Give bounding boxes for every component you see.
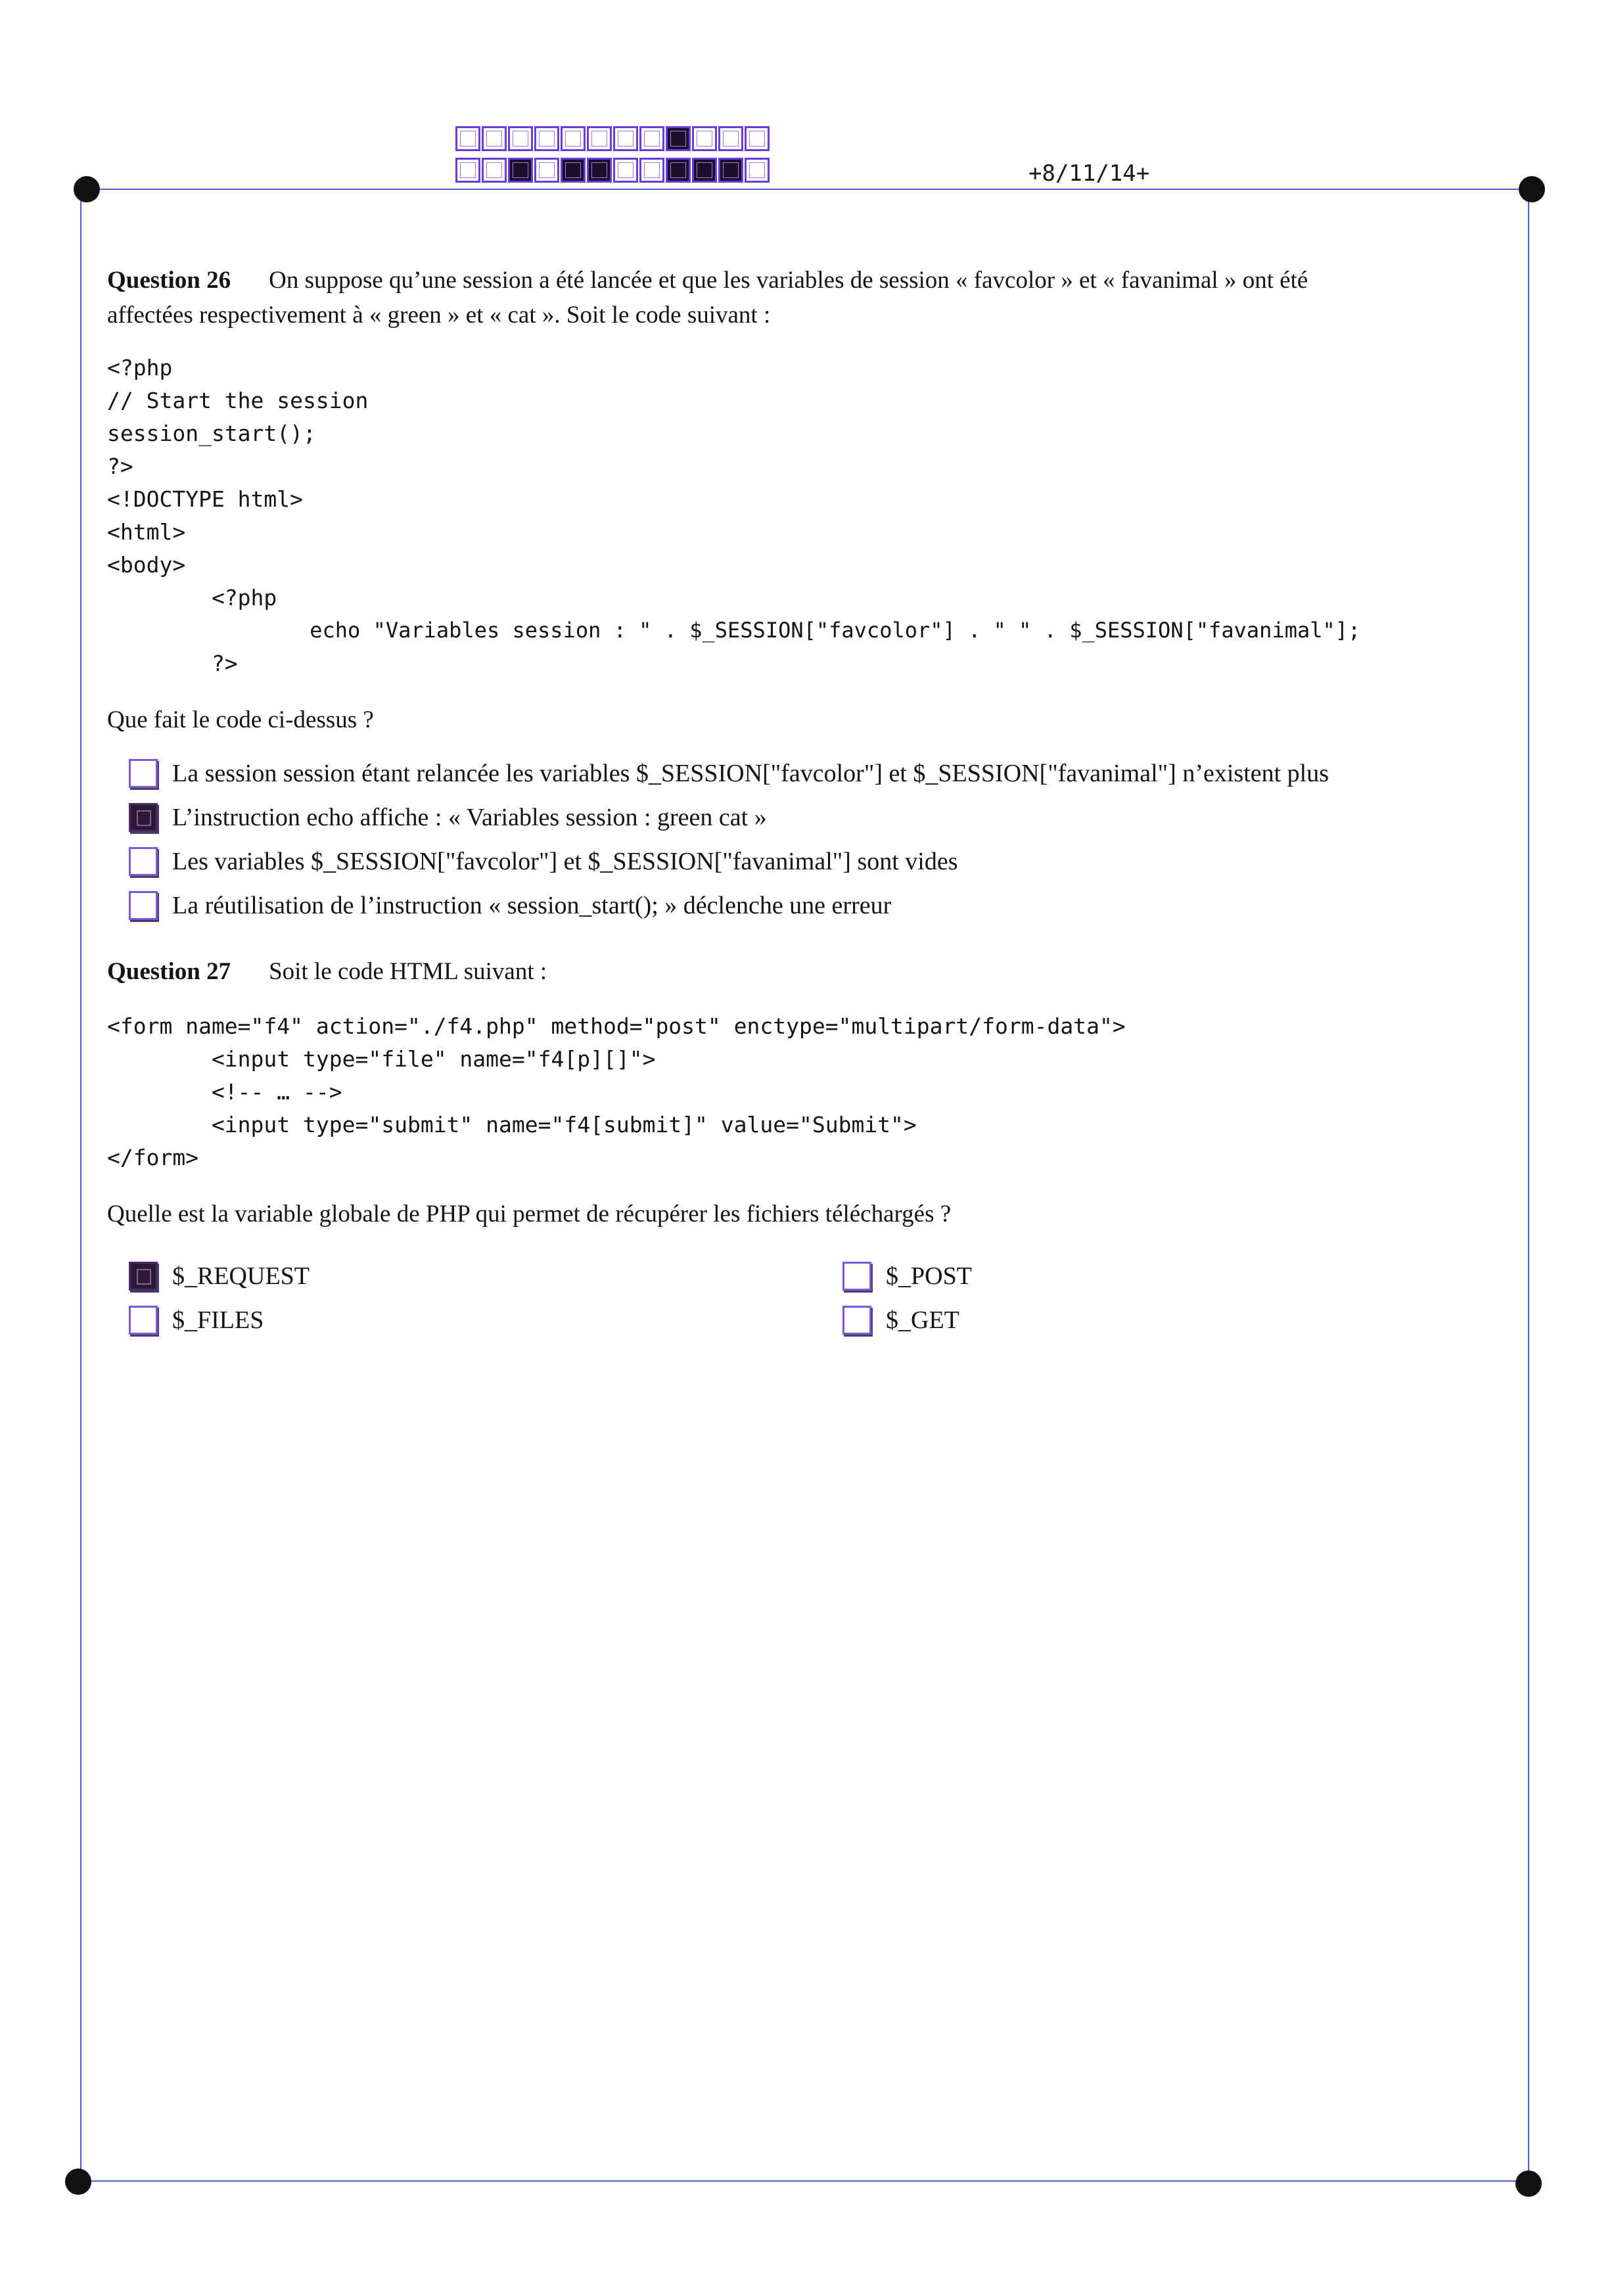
- corner-marker-bottom-left: [65, 2169, 91, 2195]
- id-cell[interactable]: [718, 126, 743, 151]
- corner-marker-bottom-right: [1515, 2170, 1542, 2197]
- id-cell[interactable]: [613, 126, 638, 151]
- id-cell[interactable]: [455, 158, 480, 183]
- question-26-statement: [107, 263, 1513, 333]
- id-cell[interactable]: [639, 126, 664, 151]
- question-26-answer-d[interactable]: [129, 891, 891, 920]
- corner-marker-top-right: [1519, 176, 1545, 202]
- question-26-text-1: On suppose qu’une session a été lancée et que les variables de session « favcolor » et « favanimal » ont été: [269, 267, 1308, 294]
- answer-checkbox[interactable]: [129, 759, 158, 788]
- code-line: <input type="file" name="f4[p][]">: [107, 1046, 656, 1072]
- answer-label: $_GET: [886, 1306, 959, 1334]
- answer-label: $_FILES: [172, 1306, 264, 1334]
- code-line: echo "Variables session : " . $_SESSION["favcolor"] . " " . $_SESSION["favanimal"];: [107, 618, 1361, 643]
- code-line: <!DOCTYPE html>: [107, 486, 304, 512]
- code-line: <?php: [107, 585, 277, 610]
- id-cell-filled[interactable]: [508, 158, 533, 183]
- question-26-line-1: [107, 263, 1513, 298]
- id-cell[interactable]: [561, 126, 586, 151]
- question-26-prompt: Que fait le code ci-dessus ?: [107, 706, 374, 733]
- frame-bottom-border: [79, 2180, 1533, 2182]
- answer-checkbox[interactable]: [129, 1306, 158, 1335]
- frame-top-border: [89, 189, 1533, 190]
- code-line: <body>: [107, 552, 186, 578]
- id-cell[interactable]: [587, 126, 612, 151]
- answer-label: La réutilisation de l’instruction « session_start(); » déclenche une erreur: [172, 892, 892, 919]
- code-line: <input type="submit" name="f4[submit]" value="Submit">: [107, 1112, 917, 1137]
- question-26-label: Question 26: [107, 267, 231, 294]
- answer-label: Les variables $_SESSION["favcolor"] et $_SESSION["favanimal"] sont vides: [172, 848, 958, 875]
- answer-label: L’instruction echo affiche : « Variables session : green cat »: [172, 804, 767, 831]
- id-cell[interactable]: [482, 158, 507, 183]
- frame-left-border: [80, 189, 81, 2180]
- question-27-text: Soit le code HTML suivant :: [269, 958, 547, 985]
- code-line: ?>: [107, 453, 133, 479]
- code-line: // Start the session: [107, 388, 369, 413]
- answer-label: $_REQUEST: [172, 1262, 310, 1290]
- answer-checkbox[interactable]: [842, 1306, 871, 1335]
- question-27-answer-a[interactable]: [129, 1262, 310, 1291]
- student-id-grid-row-1: [455, 126, 771, 151]
- question-26-answer-b[interactable]: [129, 803, 767, 832]
- question-27-label: Question 27: [107, 958, 231, 985]
- question-26-answer-c[interactable]: [129, 847, 958, 876]
- page-identifier: +8/11/14+: [1028, 160, 1150, 187]
- code-line: </form>: [107, 1145, 199, 1170]
- id-cell[interactable]: [692, 126, 717, 151]
- id-cell-filled[interactable]: [666, 126, 691, 151]
- id-cell[interactable]: [508, 126, 533, 151]
- answer-checkbox[interactable]: [842, 1262, 871, 1291]
- question-27-answer-c[interactable]: [129, 1306, 264, 1335]
- id-cell[interactable]: [745, 158, 770, 183]
- answer-label: $_POST: [886, 1262, 972, 1290]
- answer-checkbox[interactable]: [129, 847, 158, 876]
- question-27-answer-d[interactable]: [842, 1306, 959, 1335]
- id-cell[interactable]: [745, 126, 770, 151]
- answer-checkbox-checked[interactable]: [129, 1262, 158, 1291]
- id-cell-filled[interactable]: [718, 158, 743, 183]
- id-cell-filled[interactable]: [561, 158, 586, 183]
- question-26-text-2: affectées respectivement à « green » et « cat ». Soit le code suivant :: [107, 302, 771, 329]
- question-27-prompt: Quelle est la variable globale de PHP qui permet de récupérer les fichiers téléchargés ?: [107, 1201, 952, 1228]
- id-cell-filled[interactable]: [587, 158, 612, 183]
- id-cell[interactable]: [639, 158, 664, 183]
- code-line: <?php: [107, 355, 173, 380]
- question-27-answer-b[interactable]: [842, 1262, 972, 1291]
- id-cell[interactable]: [482, 126, 507, 151]
- id-cell[interactable]: [534, 158, 559, 183]
- code-line: <!-- … -->: [107, 1079, 342, 1105]
- id-cell-filled[interactable]: [692, 158, 717, 183]
- frame-right-border: [1528, 189, 1529, 2180]
- id-cell[interactable]: [613, 158, 638, 183]
- id-cell-filled[interactable]: [666, 158, 691, 183]
- answer-checkbox[interactable]: [129, 891, 158, 920]
- id-cell[interactable]: [534, 126, 559, 151]
- answer-label: La session session étant relancée les variables $_SESSION["favcolor"] et $_SESSION["favanimal"] n’existent plus: [172, 760, 1329, 787]
- code-line: ?>: [107, 651, 238, 676]
- corner-marker-top-left: [74, 176, 100, 202]
- question-26-answer-a[interactable]: [129, 759, 1329, 788]
- student-id-grid-row-2: [455, 158, 771, 183]
- code-line: session_start();: [107, 421, 316, 446]
- code-line: <html>: [107, 519, 186, 545]
- code-line: <form name="f4" action="./f4.php" method="post" enctype="multipart/form-data">: [107, 1013, 1126, 1039]
- question-27-statement: [107, 954, 1513, 989]
- id-cell[interactable]: [455, 126, 480, 151]
- answer-checkbox-checked[interactable]: [129, 803, 158, 832]
